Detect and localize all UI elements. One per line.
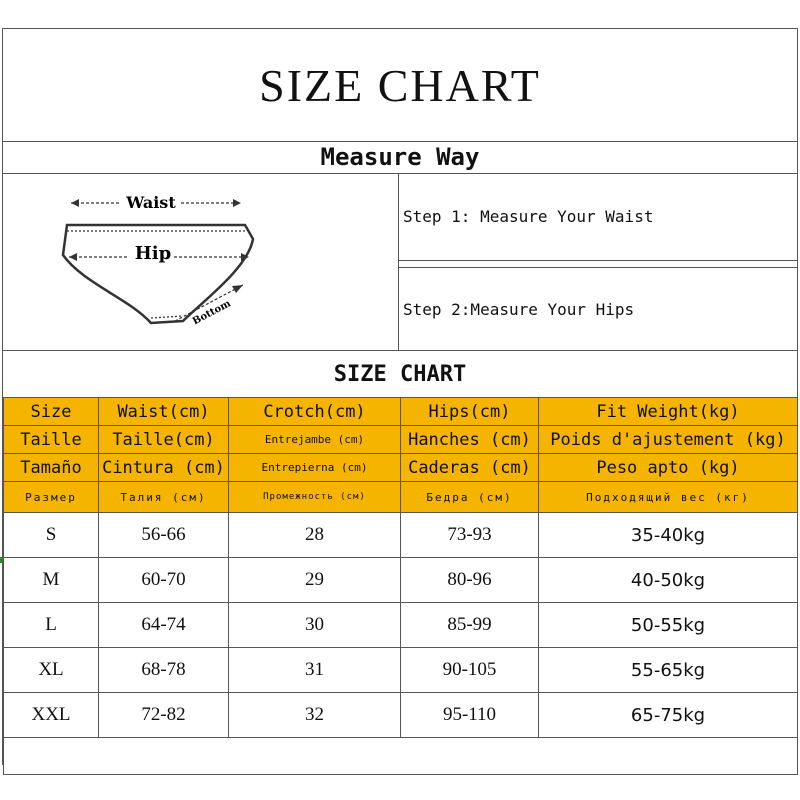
hip-label: Hip — [134, 243, 172, 264]
hips-cell: 73-93 — [401, 513, 539, 558]
header-row-ru — [4, 482, 798, 513]
stray-mark — [0, 557, 3, 563]
step-2-text: Step 2:Measure Your Hips — [403, 300, 635, 319]
step-1-row — [399, 173, 797, 261]
hips-cell: 85-99 — [401, 603, 539, 648]
size-cell: M — [4, 558, 99, 603]
steps-area — [399, 173, 797, 351]
size-cell: XL — [4, 648, 99, 693]
crotch-cell: 29 — [229, 558, 401, 603]
waist-label: Waist — [126, 193, 176, 212]
title-row — [3, 29, 797, 142]
weight-cell: 50-55kg — [539, 603, 798, 648]
size-cell: L — [4, 603, 99, 648]
hips-cell: 80-96 — [401, 558, 539, 603]
step-1-text: Step 1: Measure Your Waist — [403, 207, 654, 226]
header-cell: Entrepierna (cm) — [229, 454, 401, 482]
header-cell: Талия (см) — [99, 482, 229, 513]
header-cell: Размер — [4, 482, 99, 513]
page-title: SIZE CHART — [259, 59, 541, 111]
size-table — [3, 397, 798, 775]
waist-cell: 68-78 — [99, 648, 229, 693]
header-cell: Waist(cm) — [99, 398, 229, 426]
table-row — [4, 603, 798, 648]
header-cell: Poids d'ajustement (kg) — [539, 426, 798, 454]
header-cell: Caderas (cm) — [401, 454, 539, 482]
waist-cell: 60-70 — [99, 558, 229, 603]
table-row — [4, 648, 798, 693]
header-cell: Peso apto (kg) — [539, 454, 798, 482]
header-cell: Crotch(cm) — [229, 398, 401, 426]
crotch-cell: 32 — [229, 693, 401, 738]
header-cell: Hanches (cm) — [401, 426, 539, 454]
header-cell: Промежность (см) — [229, 482, 401, 513]
underwear-illustration — [3, 173, 399, 351]
chart-subtitle-row — [3, 351, 797, 397]
hips-cell: 95-110 — [401, 693, 539, 738]
weight-cell: 65-75kg — [539, 693, 798, 738]
weight-cell: 35-40kg — [539, 513, 798, 558]
header-cell: Size — [4, 398, 99, 426]
size-cell: S — [4, 513, 99, 558]
crotch-cell: 28 — [229, 513, 401, 558]
table-row — [4, 693, 798, 738]
header-cell: Hips(cm) — [401, 398, 539, 426]
header-cell: Подходящий вес (кг) — [539, 482, 798, 513]
weight-cell: 40-50kg — [539, 558, 798, 603]
step-2-row — [399, 267, 797, 351]
weight-cell: 55-65kg — [539, 648, 798, 693]
measure-heading: Measure Way — [320, 143, 480, 171]
table-row — [4, 558, 798, 603]
header-cell: Taille(cm) — [99, 426, 229, 454]
empty-row — [4, 738, 798, 775]
header-cell: Cintura (cm) — [99, 454, 229, 482]
size-chart-frame — [2, 28, 798, 765]
bottom-label: Bottom — [190, 298, 233, 328]
header-row-en — [4, 398, 798, 426]
hips-cell: 90-105 — [401, 648, 539, 693]
crotch-cell: 31 — [229, 648, 401, 693]
header-cell: Taille — [4, 426, 99, 454]
chart-subtitle: SIZE CHART — [333, 361, 467, 387]
header-cell: Tamaño — [4, 454, 99, 482]
waist-cell: 56-66 — [99, 513, 229, 558]
underwear-illustration-cell — [3, 173, 399, 351]
header-cell: Entrejambe (cm) — [229, 426, 401, 454]
waist-cell: 64-74 — [99, 603, 229, 648]
header-cell: Бедра (см) — [401, 482, 539, 513]
header-row-es — [4, 454, 798, 482]
crotch-cell: 30 — [229, 603, 401, 648]
measure-heading-row — [3, 141, 797, 174]
header-row-fr — [4, 426, 798, 454]
table-row — [4, 513, 798, 558]
header-cell: Fit Weight(kg) — [539, 398, 798, 426]
size-cell: XXL — [4, 693, 99, 738]
waist-cell: 72-82 — [99, 693, 229, 738]
empty-cell — [4, 738, 798, 775]
